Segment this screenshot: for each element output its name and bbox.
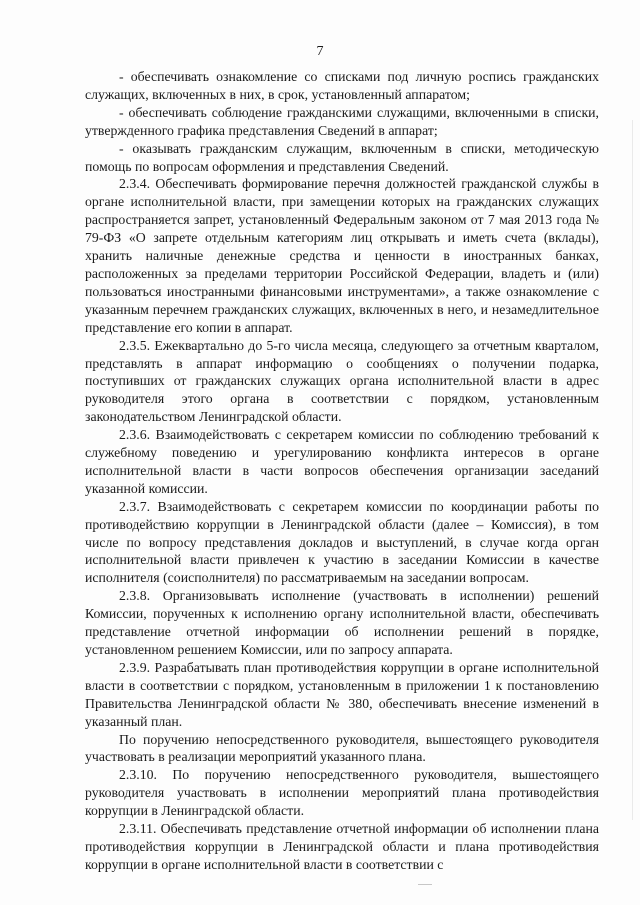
scan-edge-mark [632,120,633,820]
paragraph: 2.3.7. Взаимодействовать с секретарем комиссии по координации работы по противодействию коррупции в Ленинградской области (далее – Комиссия), в том числе по вопросу представления докладов и выступлений, в случае когда орган исполнительной власти привлечен к участию в заседании Комиссии в качестве исполнителя (соисполнителя) по рассматриваемым на заседании вопросам. [85,498,599,586]
paragraph: 2.3.4. Обеспечивать формирование перечня должностей гражданской службы в органе исполнительной власти, при замещении которых на гражданских служащих распространяется запрет, установленный Федеральным законом от 7 мая 2013 года № 79-ФЗ «О запрете отдельным категориям лиц открывать и иметь счета (вклады), хранить наличные денежные средства и ценности в иностранных банках, расположенных за пределами территории Российской Федерации, владеть и (или) пользоваться иностранными финансовыми инструментами», а также ознакомление с указанным перечнем гражданских служащих, включенных в него, и незамедлительное представление его копии в аппарат. [85,176,599,335]
paragraph: 2.3.9. Разрабатывать план противодействия коррупции в органе исполнительной власти в соответствии с порядком, установленным в приложении 1 к постановлению Правительства Ленинградской области № 380, обеспечивать внесение изменений в указанный план. [85,659,599,729]
body-text [85,68,599,874]
paragraph: - обеспечивать ознакомление со списками под личную роспись гражданских служащих, включенных в них, в срок, установленный аппаратом; [85,69,599,102]
paragraph: 2.3.11. Обеспечивать представление отчетной информации об исполнении плана противодействия коррупции в Ленинградской области и плана противодействия коррупции в органе исполнительной власти в соответствии с [85,821,599,872]
paragraph: 2.3.8. Организовывать исполнение (участвовать в исполнении) решений Комиссии, порученных к исполнению органу исполнительной власти, обеспечивать представление отчетной информации об исполнении решений в порядке, установленном решением Комиссии, или по запросу аппарата. [85,588,599,657]
paragraph: - оказывать гражданским служащим, включенным в списки, методическую помощь по вопросам оформления и представления Сведений. [85,140,599,174]
page-number: 7 [316,44,324,59]
paragraph: - обеспечивать соблюдение гражданскими служащими, включенными в списки, утвержденного графика представления Сведений в аппарат; [85,104,599,138]
paragraph: По поручению непосредственного руководителя, вышестоящего руководителя участвовать в реализации мероприятий указанного плана. [85,731,599,765]
paragraph: 2.3.5. Ежеквартально до 5-го числа месяца, следующего за отчетным кварталом, представлять в аппарат информацию о сообщениях о получении подарка, поступивших от гражданских служащих органа исполнительной власти в адрес руководителя этого органа в соответствии с порядком, установленным законодательством Ленинградской области. [85,337,599,425]
scan-bottom-mark [418,884,432,885]
paragraph: 2.3.6. Взаимодействовать с секретарем комиссии по соблюдению требований к служебному поведению и урегулированию конфликта интересов в органе исполнительной власти в части вопросов обеспечения организации заседаний указанной комиссии. [85,427,599,496]
paragraph: 2.3.10. По поручению непосредственного руководителя, вышестоящего руководителя участвовать в исполнении мероприятий плана противодействия коррупции в Ленинградской области. [85,767,599,819]
